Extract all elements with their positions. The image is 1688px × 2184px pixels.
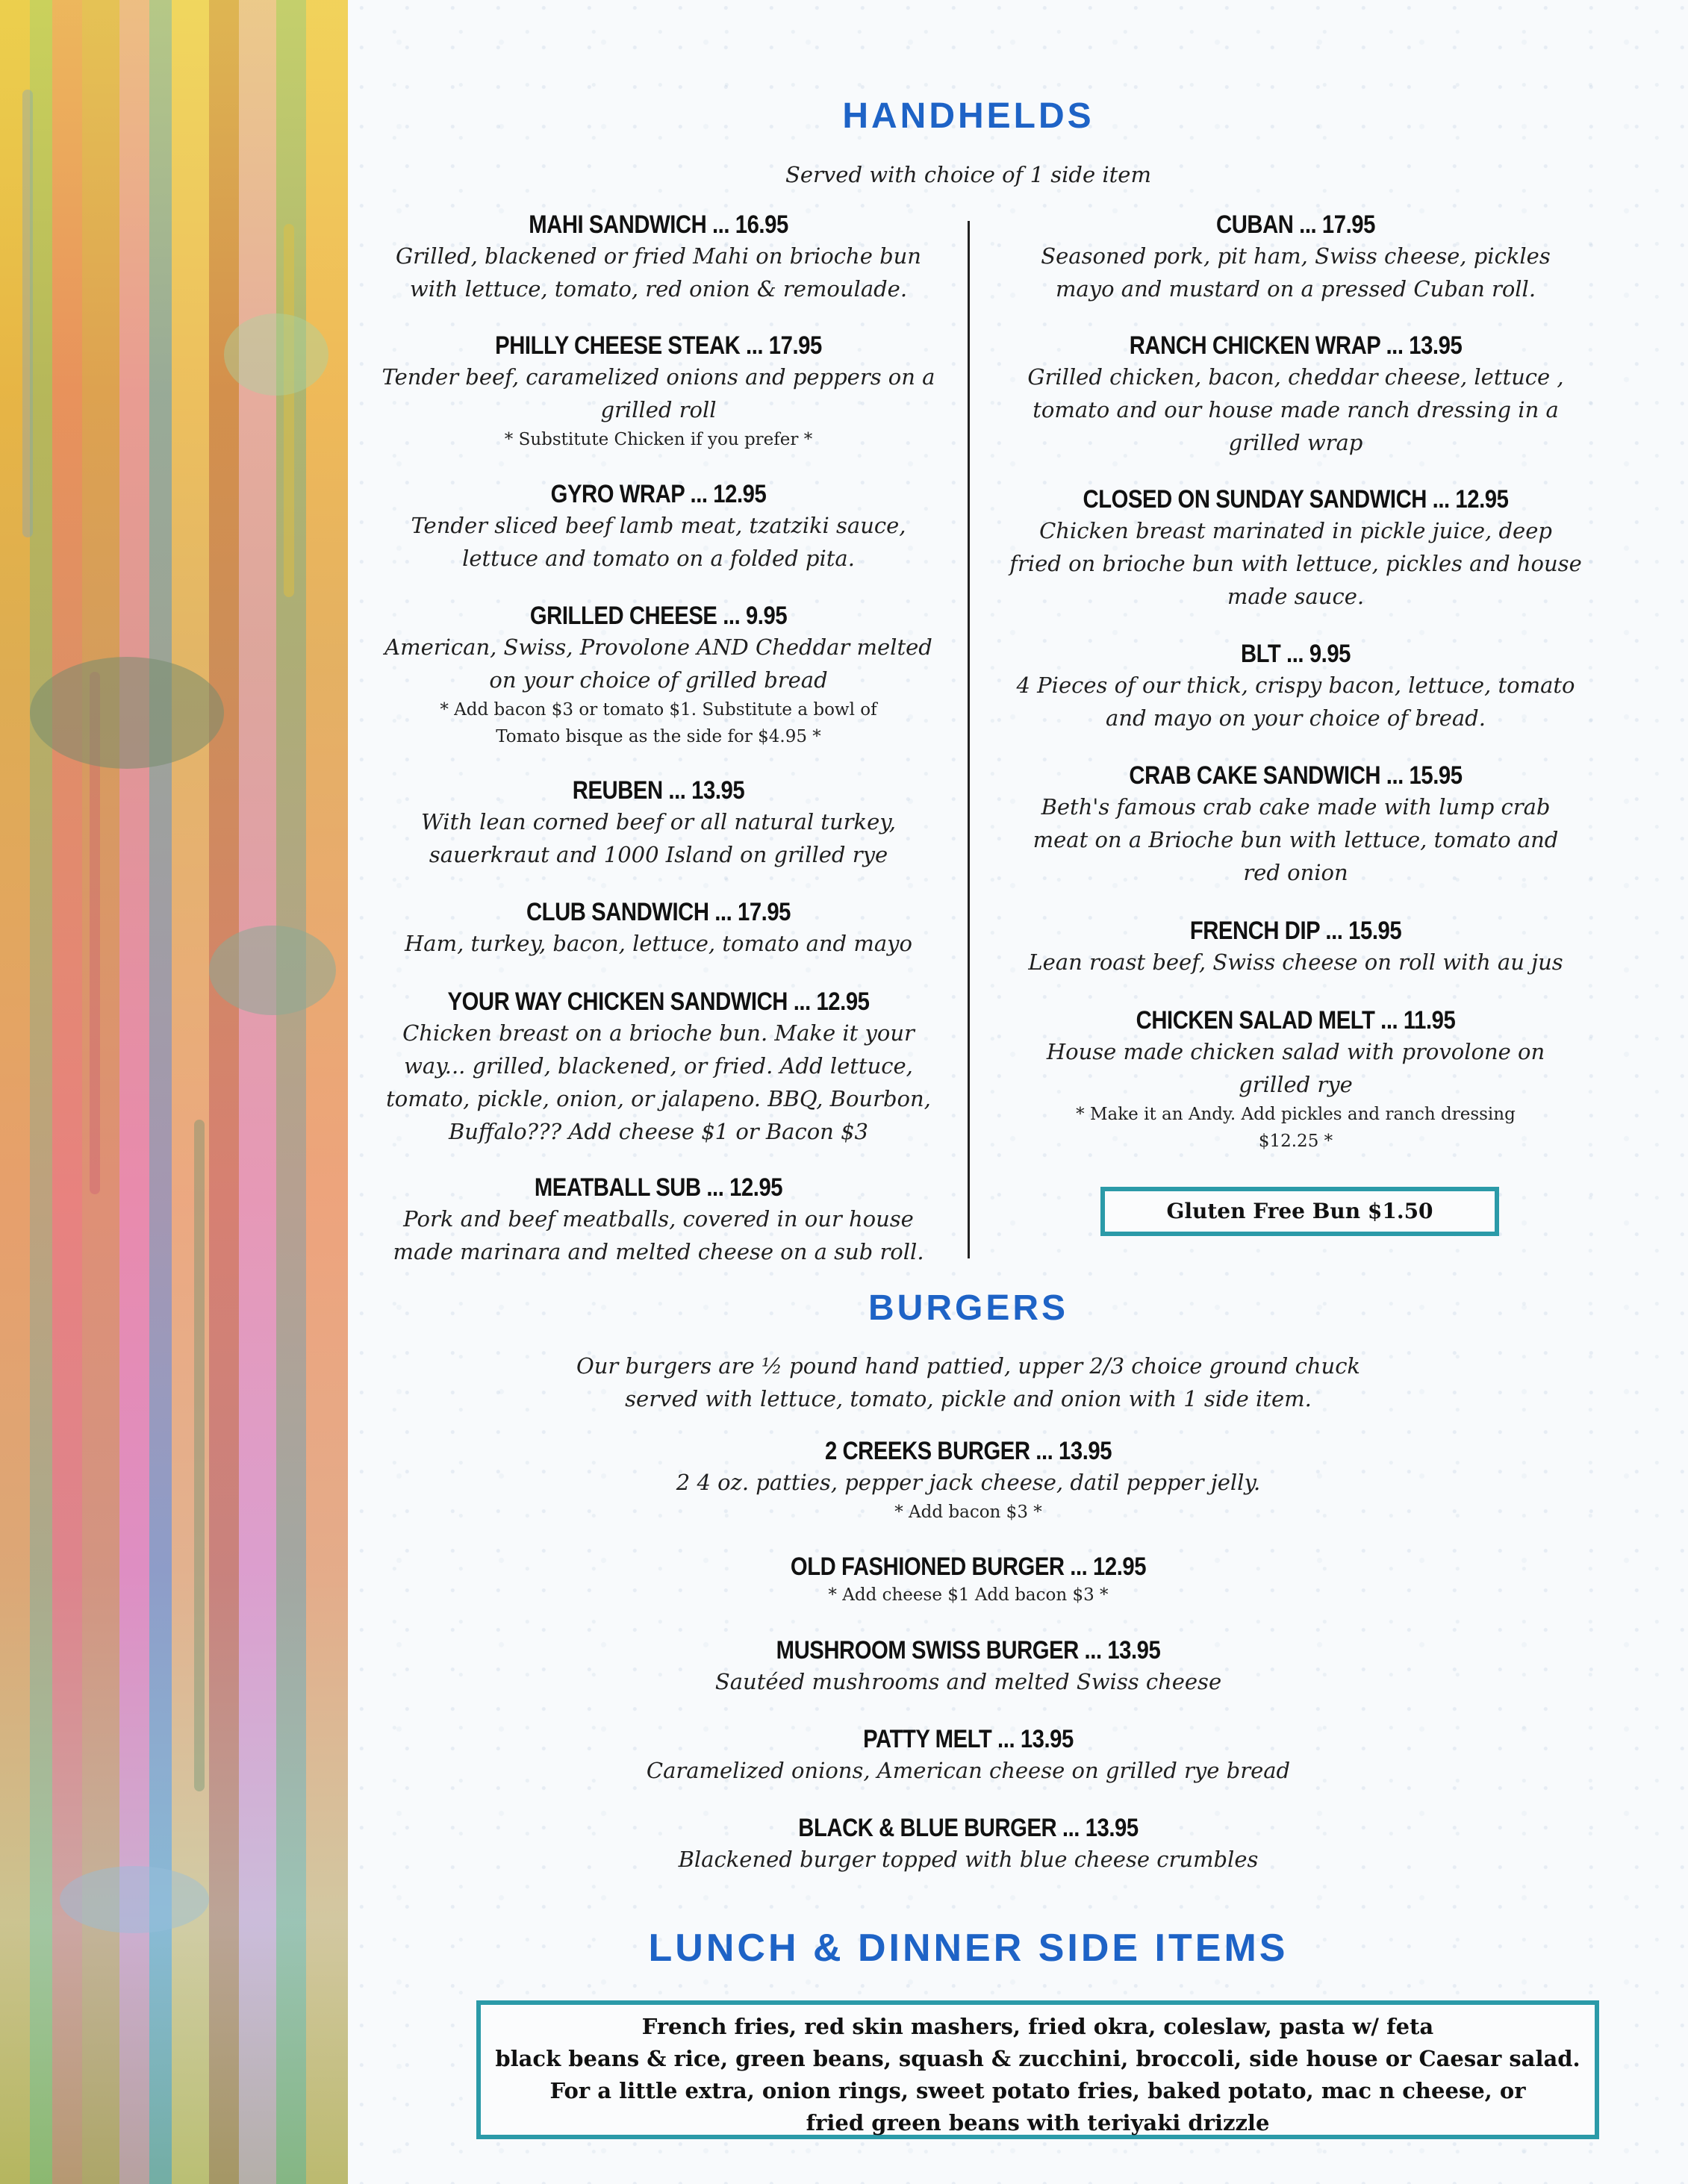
menu-item bbox=[348, 210, 969, 305]
menu-item-title: 2 CREEKS BURGER ... 13.95 bbox=[824, 1437, 1112, 1465]
menu-item-title: PHILLY CHEESE STEAK ... 17.95 bbox=[495, 331, 822, 360]
menu-item bbox=[348, 1437, 1589, 1526]
menu-item-title: RANCH CHICKEN WRAP ... 13.95 bbox=[1129, 331, 1463, 360]
menu-item-description: House made chicken salad with provolone on bbox=[1046, 1039, 1545, 1064]
gluten-free-label: Gluten Free Bun $1.50 bbox=[1166, 1199, 1433, 1223]
menu-item-description: made marinara and melted cheese on a sub roll. bbox=[393, 1239, 924, 1264]
handhelds-subtitle: Served with choice of 1 side item bbox=[785, 162, 1151, 187]
menu-item-description: Ham, turkey, bacon, lettuce, tomato and mayo bbox=[405, 931, 912, 956]
menu-item-description: Caramelized onions, American cheese on grilled rye bread bbox=[646, 1758, 1291, 1783]
menu-item-title: CUBAN ... 17.95 bbox=[1216, 210, 1375, 239]
menu-item bbox=[985, 210, 1606, 305]
menu-item-description: Grilled, blackened or fried Mahi on brioche bun bbox=[396, 243, 921, 269]
menu-item-description: grilled wrap bbox=[1228, 430, 1363, 455]
gluten-free-box bbox=[1100, 1187, 1499, 1236]
menu-item-note: * Add cheese $1 Add bacon $3 * bbox=[828, 1585, 1109, 1605]
menu-item bbox=[985, 1006, 1606, 1155]
menu-item-description: Seasoned pork, pit ham, Swiss cheese, pickles bbox=[1041, 243, 1551, 269]
menu-item-title: REUBEN ... 13.95 bbox=[572, 776, 745, 805]
menu-item-description: With lean corned beef or all natural turkey, bbox=[421, 809, 896, 834]
menu-item-description: red onion bbox=[1243, 860, 1348, 885]
menu-item-description: 2 4 oz. patties, pepper jack cheese, datil pepper jelly. bbox=[676, 1470, 1261, 1495]
menu-item-description: and mayo on your choice of bread. bbox=[1106, 705, 1486, 731]
menu-item-description: Chicken breast marinated in pickle juice, deep bbox=[1039, 518, 1552, 543]
menu-item-note: $12.25 * bbox=[1258, 1132, 1333, 1151]
menu-item bbox=[985, 917, 1606, 979]
sides-heading: LUNCH & DINNER SIDE ITEMS bbox=[648, 1926, 1289, 1970]
menu-item bbox=[348, 1725, 1589, 1787]
menu-item-title: MEATBALL SUB ... 12.95 bbox=[534, 1173, 783, 1202]
menu-item-description: sauerkraut and 1000 Island on grilled rye bbox=[429, 842, 888, 867]
menu-item-description: grilled roll bbox=[600, 397, 717, 422]
menu-item bbox=[348, 1636, 1589, 1698]
menu-item-description: American, Swiss, Provolone AND Cheddar melted bbox=[384, 634, 932, 660]
menu-item-description: meat on a Brioche bun with lettuce, tomato and bbox=[1033, 827, 1559, 852]
menu-item-description: Grilled chicken, bacon, cheddar cheese, lettuce , bbox=[1027, 364, 1564, 390]
menu-item bbox=[348, 898, 969, 960]
menu-item bbox=[348, 776, 969, 871]
menu-item-title: CHICKEN SALAD MELT ... 11.95 bbox=[1136, 1006, 1456, 1035]
menu-item-description: Buffalo??? Add cheese $1 or Bacon $3 bbox=[449, 1119, 868, 1144]
menu-item-note: * Add bacon $3 or tomato $1. Substitute a bowl of bbox=[440, 700, 877, 720]
menu-item-note: * Substitute Chicken if you prefer * bbox=[504, 430, 813, 449]
menu-item-description: made sauce. bbox=[1227, 584, 1365, 609]
menu-item-note: Tomato bisque as the side for $4.95 * bbox=[496, 727, 821, 746]
menu-item-description: tomato and our house made ranch dressing in a bbox=[1033, 397, 1559, 422]
menu-item-title: GYRO WRAP ... 12.95 bbox=[550, 480, 767, 508]
menu-item-title: CRAB CAKE SANDWICH ... 15.95 bbox=[1129, 761, 1463, 790]
menu-item-description: fried on brioche bun with lettuce, pickles and house bbox=[1009, 551, 1582, 576]
sides-line: For a little extra, onion rings, sweet potato fries, baked potato, mac n cheese, or bbox=[549, 2078, 1526, 2103]
menu-item-note: * Add bacon $3 * bbox=[894, 1503, 1042, 1522]
menu-item bbox=[348, 1553, 1589, 1609]
menu-item-title: PATTY MELT ... 13.95 bbox=[863, 1725, 1074, 1753]
menu-item-title: YOUR WAY CHICKEN SANDWICH ... 12.95 bbox=[447, 988, 870, 1016]
sides-line: black beans & rice, green beans, squash & zucchini, broccoli, side house or Caesar salad. bbox=[495, 2046, 1580, 2071]
burgers-intro bbox=[348, 1350, 1589, 1415]
menu-item-description: Tender sliced beef lamb meat, tzatziki sauce, bbox=[411, 513, 906, 538]
menu-item bbox=[985, 761, 1606, 889]
menu-item-title: OLD FASHIONED BURGER ... 12.95 bbox=[790, 1553, 1147, 1581]
menu-item-title: GRILLED CHEESE ... 9.95 bbox=[529, 602, 788, 630]
sides-line: fried green beans with teriyaki drizzle bbox=[806, 2110, 1270, 2135]
sides-line: French fries, red skin mashers, fried okra, coleslaw, pasta w/ feta bbox=[641, 2014, 1434, 2039]
handhelds-heading: HANDHELDS bbox=[842, 96, 1094, 136]
burgers-intro-line: Our burgers are ½ pound hand pattied, upper 2/3 choice ground chuck bbox=[576, 1353, 1361, 1379]
menu-item-description: Blackened burger topped with blue cheese crumbles bbox=[678, 1847, 1259, 1872]
menu-item bbox=[348, 1814, 1589, 1876]
menu-item bbox=[348, 988, 969, 1148]
menu-item-description: grilled rye bbox=[1239, 1072, 1353, 1097]
menu-item-description: Chicken breast on a brioche bun. Make it your bbox=[402, 1020, 915, 1046]
menu-item-title: MAHI SANDWICH ... 16.95 bbox=[529, 210, 788, 239]
menu-item-description: Lean roast beef, Swiss cheese on roll with au jus bbox=[1028, 949, 1563, 975]
menu-item bbox=[348, 1173, 969, 1268]
menu-item-title: CLUB SANDWICH ... 17.95 bbox=[526, 898, 791, 926]
menu-item bbox=[348, 602, 969, 750]
menu-item-title: BLACK & BLUE BURGER ... 13.95 bbox=[798, 1814, 1139, 1842]
menu-item-description: lettuce and tomato on a folded pita. bbox=[462, 546, 855, 571]
menu-item-title: MUSHROOM SWISS BURGER ... 13.95 bbox=[776, 1636, 1161, 1664]
menu-item-description: Beth's famous crab cake made with lump crab bbox=[1041, 794, 1551, 820]
menu-item-description: tomato, pickle, onion, or jalapeno. BBQ, Bourbon, bbox=[386, 1086, 931, 1111]
menu-item-title: CLOSED ON SUNDAY SANDWICH ... 12.95 bbox=[1083, 485, 1509, 514]
menu-item bbox=[985, 640, 1606, 734]
decorative-painting bbox=[0, 0, 348, 2184]
menu-item-description: way... grilled, blackened, or fried. Add lettuce, bbox=[404, 1053, 913, 1079]
menu-item-title: FRENCH DIP ... 15.95 bbox=[1189, 917, 1402, 945]
burgers-heading: BURGERS bbox=[868, 1288, 1069, 1328]
menu-item-description: on your choice of grilled bread bbox=[489, 667, 828, 693]
sides-box bbox=[476, 2000, 1599, 2139]
menu-item-description: mayo and mustard on a pressed Cuban roll. bbox=[1055, 276, 1536, 302]
menu-item bbox=[348, 331, 969, 453]
menu-item bbox=[348, 480, 969, 575]
burgers-intro-line: served with lettuce, tomato, pickle and onion with 1 side item. bbox=[625, 1386, 1312, 1411]
menu-item-description: Pork and beef meatballs, covered in our house bbox=[403, 1206, 914, 1232]
menu-item-description: Sautéed mushrooms and melted Swiss cheese bbox=[714, 1669, 1222, 1694]
menu-item-note: * Make it an Andy. Add pickles and ranch dressing bbox=[1076, 1105, 1516, 1124]
menu-item bbox=[985, 485, 1606, 613]
menu-item-description: with lettuce, tomato, red onion & remoulade. bbox=[409, 276, 908, 302]
menu-item-title: BLT ... 9.95 bbox=[1240, 640, 1351, 668]
menu-item-description: 4 Pieces of our thick, crispy bacon, lettuce, tomato bbox=[1016, 673, 1575, 698]
menu-item-description: Tender beef, caramelized onions and peppers on a bbox=[381, 364, 935, 390]
menu-item bbox=[985, 331, 1606, 459]
